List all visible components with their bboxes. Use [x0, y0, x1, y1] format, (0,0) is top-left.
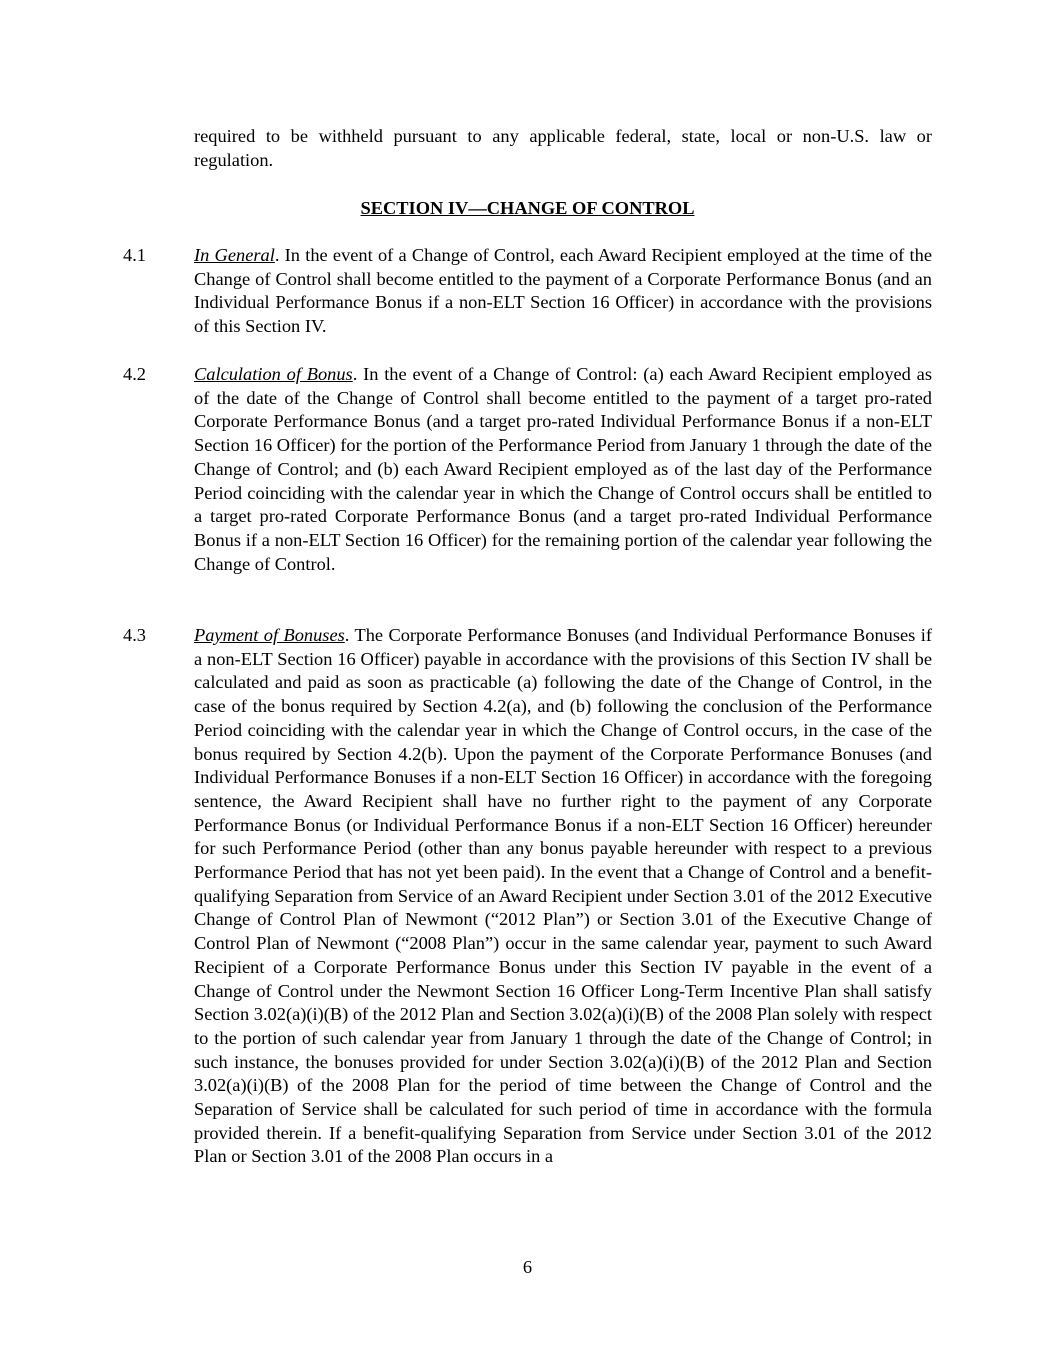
- section-body: [194, 624, 932, 1169]
- continuation-paragraph: required to be withheld pursuant to any applicable federal, state, local or non-U.S. law or regulation.: [194, 126, 932, 170]
- section-title: Payment of Bonuses: [194, 625, 345, 645]
- section-number: 4.2: [123, 364, 146, 384]
- section-number: 4.1: [123, 245, 146, 265]
- section-body: [194, 363, 932, 576]
- section-text: . In the event of a Change of Control, each Award Recipient employed at the time of the Change of Control shall become entitled to the payment of a Corporate Performance Bonus (and an Individual Performance Bonus if a non-ELT Section 16 Officer) in accordance with the provisions of this Section IV.: [194, 245, 933, 337]
- section-title: In General: [194, 245, 275, 265]
- section-text: . In the event of a Change of Control: (a) each Award Recipient employed as of the date of the Change of Control shall become entitled to the payment of a target pro-rated Corporate Performance Bonus (and a target pro-rated Individual Performance Bonus if a non-ELT Section 16 Officer) for the portion of the Performance Period from January 1 through the date of the Change of Control; and (b) each Award Recipient employed as of the last day of the Performance Period coinciding with the calendar year in which the Change of Control occurs shall be entitled to a target pro-rated Corporate Performance Bonus (and a target pro-rated Individual Performance Bonus if a non-ELT Section 16 Officer) for the remaining portion of the calendar year following the Change of Control.: [194, 364, 932, 574]
- section-title: Calculation of Bonus: [194, 364, 353, 384]
- section-body: [194, 244, 932, 339]
- section-text: . The Corporate Performance Bonuses (and Individual Performance Bonuses if a non-ELT Section 16 Officer) payable in accordance with the provisions of this Section IV shall be calculated and paid as soon as practicable (a) following the date of the Change of Control, in the case of the bonus required by Section 4.2(a), and (b) following the conclusion of the Performance Period coinciding with the calendar year in which the Change of Control occurs, in the case of the bonus required by Section 4.2(b). Upon the payment of the Corporate Performance Bonuses (and Individual Performance Bonuses if a non-ELT Section 16 Officer) in accordance with the foregoing sentence, the Award Recipient shall have no further right to the payment of any Corporate Performance Bonus (or Individual Performance Bonus if a non-ELT Section 16 Officer) hereunder for such Performance Period (other than any bonus payable hereunder with respect to a previous Performance Period that has not yet been paid). In the event that a Change of Control and a benefit-qualifying Separation from Service of an Award Recipient under Section 3.01 of the 2012 Executive Change of Control Plan of Newmont (“2012 Plan”) or Section 3.01 of the Executive Change of Control Plan of Newmont (“2008 Plan”) occur in the same calendar year, payment to such Award Recipient of a Corporate Performance Bonus under this Section IV payable in the event of a Change of Control under the Newmont Section 16 Officer Long-Term Incentive Plan shall satisfy Section 3.02(a)(i)(B) of the 2012 Plan and Section 3.02(a)(i)(B) of the 2008 Plan solely with respect to the portion of such calendar year from January 1 through the date of the Change of Control; in such instance, the bonuses provided for under Section 3.02(a)(i)(B) of the 2012 Plan and Section 3.02(a)(i)(B) of the 2008 Plan for the period of time between the Change of Control and the Separation of Service shall be calculated for such period of time in accordance with the formula provided therein. If a benefit-qualifying Separation from Service under Section 3.01 of the 2012 Plan or Section 3.01 of the 2008 Plan occurs in a: [194, 625, 933, 1167]
- page-number: 6: [522, 1257, 533, 1277]
- section-heading: SECTION IV—CHANGE OF CONTROL: [360, 198, 695, 218]
- section-number: 4.3: [123, 625, 146, 645]
